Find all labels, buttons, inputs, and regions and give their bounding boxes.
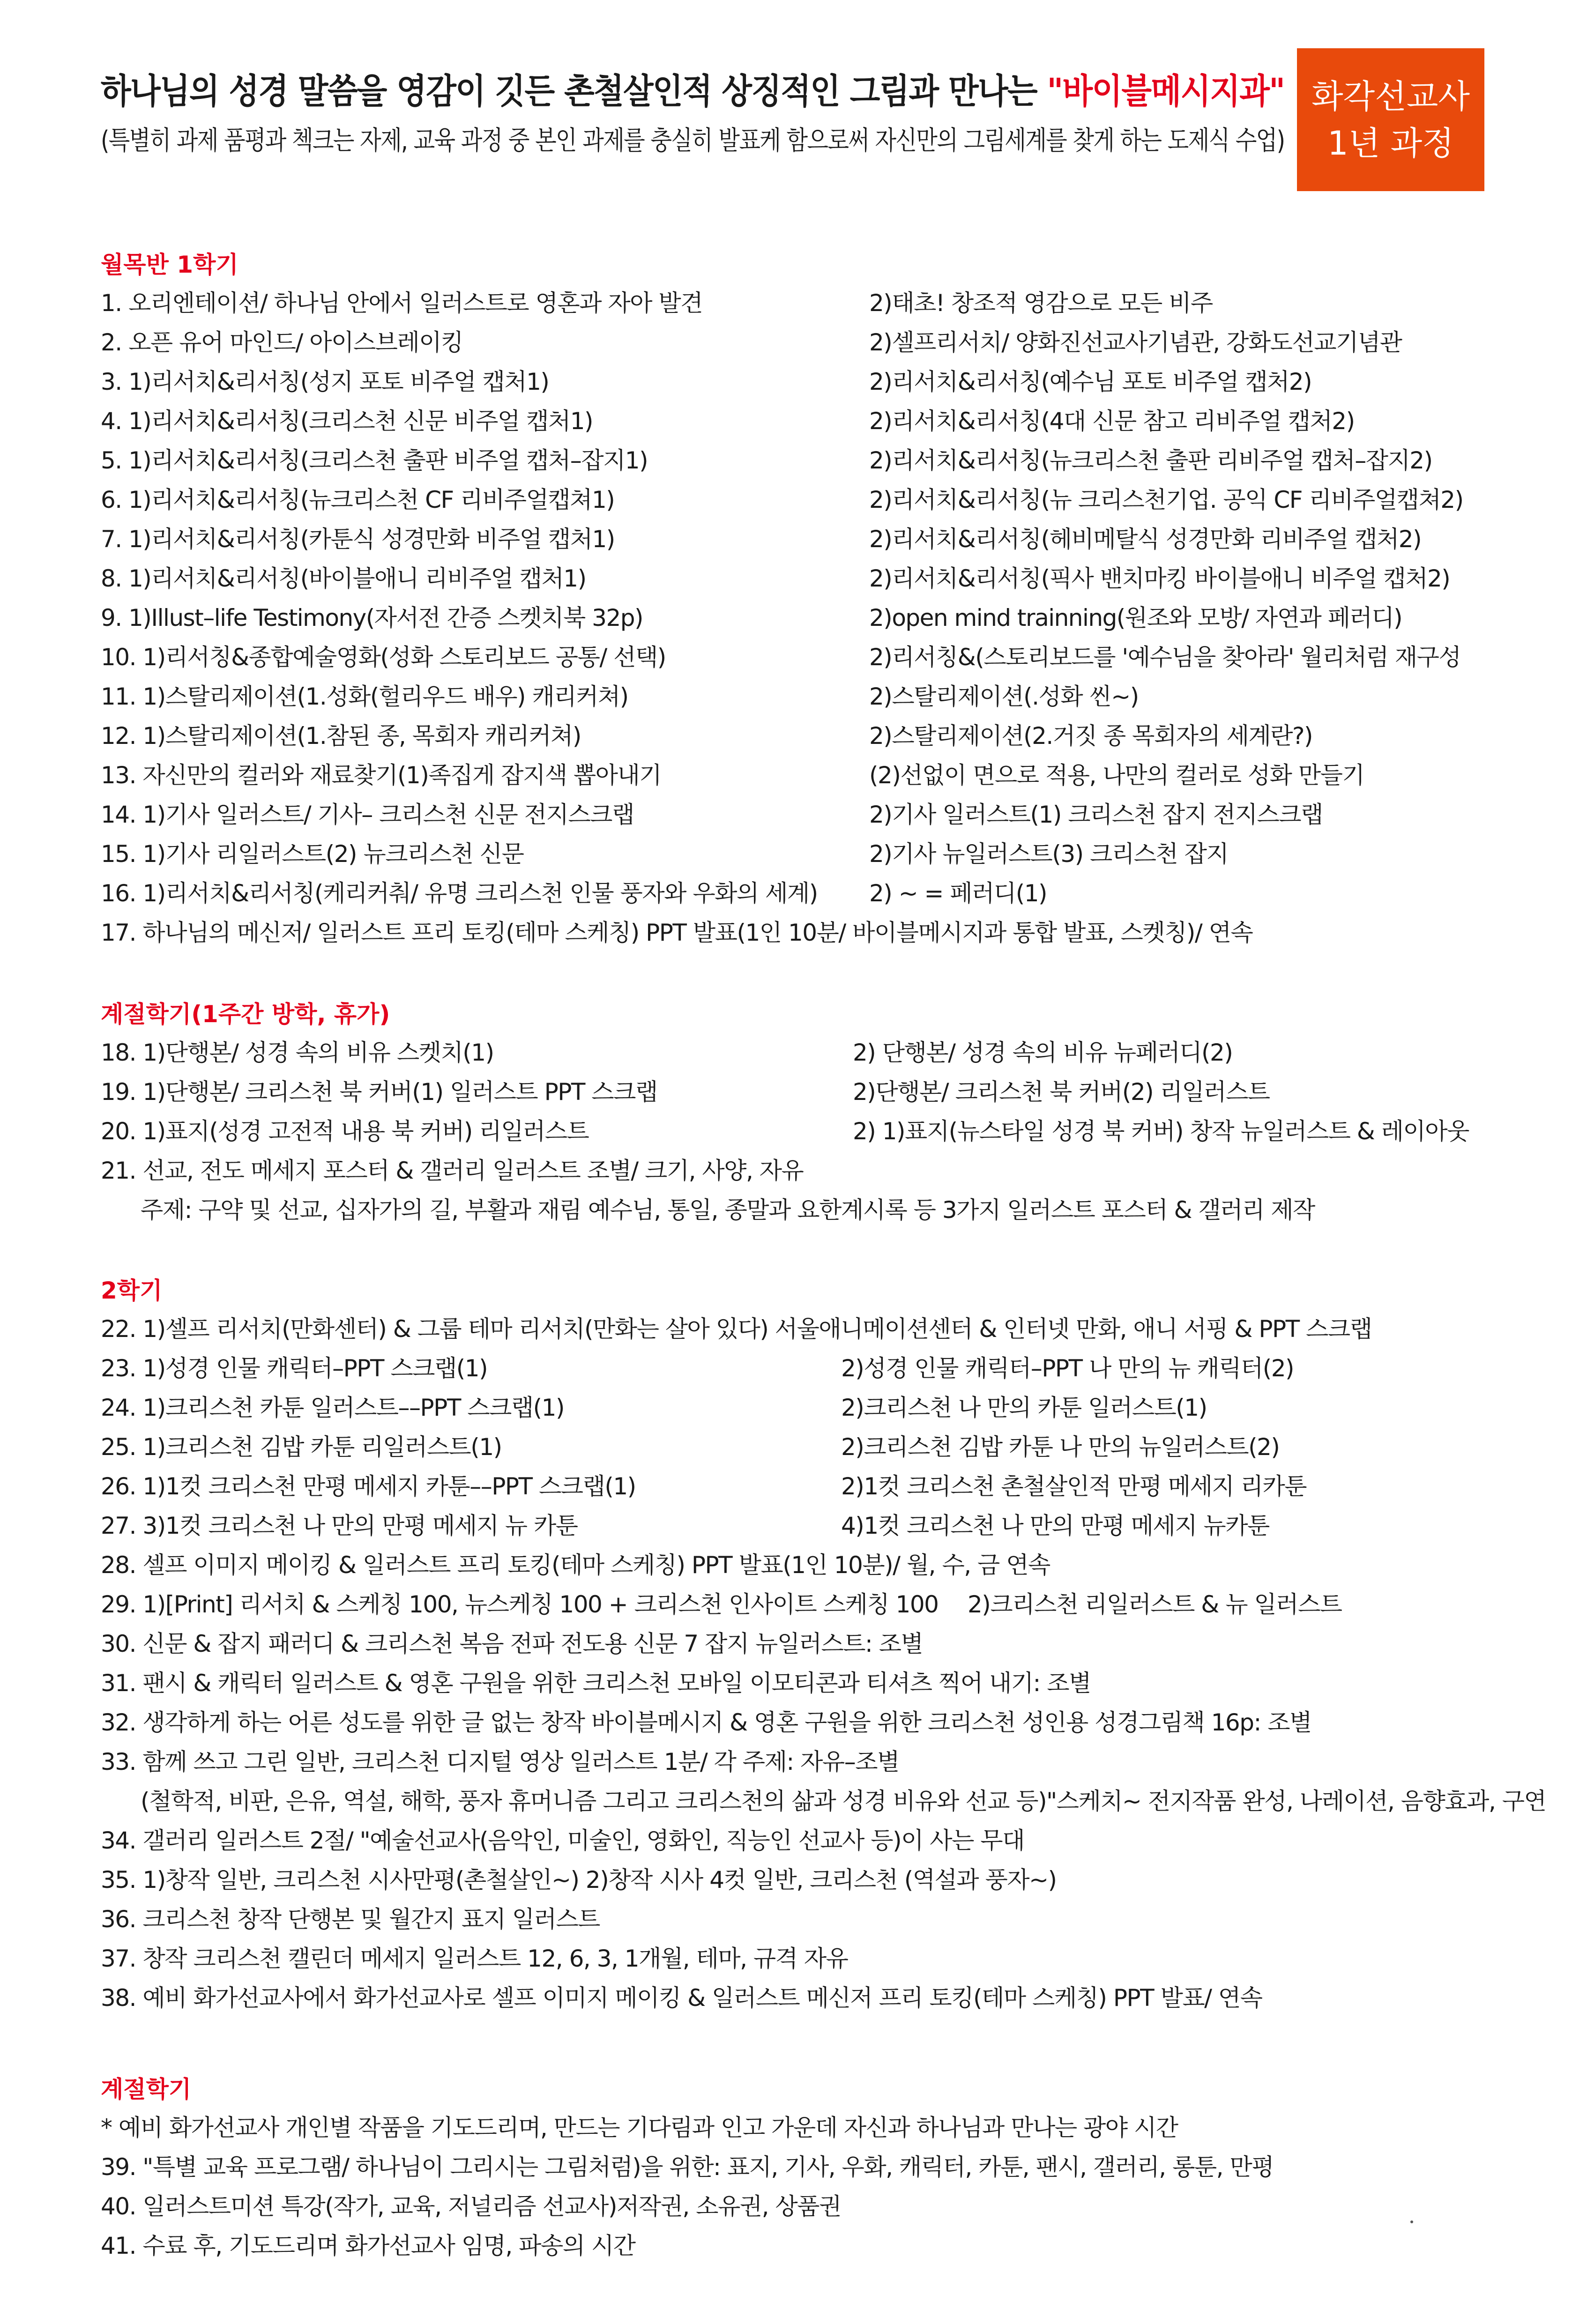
item-text: 11. 1)스탈리제이션(1.성화(헐리우드 배우) 캐리커쳐) bbox=[101, 683, 628, 710]
item-text: 31. 팬시 & 캐릭터 일러스트 & 영혼 구원을 위한 크리스천 모바일 이모티콘과 티셔츠 찍어 내기: 조별 bbox=[101, 1670, 1091, 1697]
item-text-secondary: 2)스탈리제이션(2.거짓 종 목회자의 세계란?) bbox=[869, 722, 1313, 750]
list-item bbox=[101, 795, 1506, 834]
list-item bbox=[101, 441, 1506, 480]
item-text: 17. 하나님의 메신저/ 일러스트 프리 토킹(테마 스케칭) PPT 발표(1인 10분/ 바이블메시지과 통합 발표, 스켓칭)/ 연속 bbox=[101, 919, 1253, 946]
item-text-secondary: 2)셀프리서치/ 양화진선교사기념관, 강화도선교기념관 bbox=[869, 329, 1402, 356]
item-text: 28. 셀프 이미지 메이킹 & 일러스트 프리 토킹(테마 스케칭) PPT 발표(1인 10분)/ 월, 수, 금 연속 bbox=[101, 1552, 1050, 1579]
item-text: 3. 1)리서치&리서칭(성지 포토 비주얼 캡처1) bbox=[101, 368, 549, 395]
item-text-secondary: 2) ~ = 페러디(1) bbox=[869, 880, 1047, 907]
item-text-secondary: 2)성경 인물 캐릭터–PPT 나 만의 뉴 캐릭터(2) bbox=[841, 1355, 1294, 1382]
item-text: 22. 1)셀프 리서치(만화센터) & 그룹 테마 리서치(만화는 살아 있다) 서울애니메이션센터 & 인터넷 만화, 애니 서핑 & PPT 스크랩 bbox=[101, 1315, 1372, 1343]
list-item bbox=[101, 1703, 1506, 1742]
page-title bbox=[101, 66, 1285, 117]
list-item bbox=[101, 1033, 1506, 1072]
item-text: 1. 오리엔테이션/ 하나님 안에서 일러스트로 영혼과 자아 발견 bbox=[101, 290, 703, 317]
list-item bbox=[101, 1190, 1506, 1230]
list-item bbox=[101, 1900, 1506, 1939]
list-item bbox=[101, 1072, 1506, 1112]
section-heading: 계절학기(1주간 방학, 휴가) bbox=[101, 1001, 390, 1028]
item-text-secondary: 2)기사 일러스트(1) 크리스천 잡지 전지스크랩 bbox=[869, 801, 1323, 828]
list-item bbox=[101, 716, 1506, 756]
list-item bbox=[101, 559, 1506, 598]
item-text-secondary: 2)크리스천 나 만의 카툰 일러스트(1) bbox=[841, 1394, 1207, 1421]
list-item bbox=[101, 2226, 1506, 2265]
list-item bbox=[101, 834, 1506, 874]
item-text: 19. 1)단행본/ 크리스천 북 커버(1) 일러스트 PPT 스크랩 bbox=[101, 1078, 657, 1106]
item-text-secondary: 2)리서칭&(스토리보드를 '예수님을 찾아라' 월리처럼 재구성 bbox=[869, 644, 1461, 671]
badge-line-1: 화각선교사 bbox=[1311, 77, 1470, 116]
list-item bbox=[101, 401, 1506, 441]
item-text-secondary: 2) 1)표지(뉴스타일 성경 북 커버) 창작 뉴일러스트 & 레이아웃 bbox=[853, 1118, 1469, 1145]
page-header bbox=[101, 66, 1285, 162]
item-text: 7. 1)리서치&리서칭(카툰식 성경만화 비주얼 캡처1) bbox=[101, 526, 615, 553]
item-text-secondary: 2)단행본/ 크리스천 북 커버(2) 리일러스트 bbox=[853, 1078, 1270, 1106]
page-subtitle: (특별히 과제 품평과 첵크는 자제, 교육 과정 중 본인 과제를 충실히 발표케 함으로써 자신만의 그림세계를 찾게 하는 도제식 수업) bbox=[101, 126, 1285, 156]
list-item bbox=[101, 2147, 1506, 2187]
item-text: 20. 1)표지(성경 고전적 내용 북 커버) 리일러스트 bbox=[101, 1118, 589, 1145]
item-text-secondary: 2)크리스천 리일러스트 & 뉴 일러스트 bbox=[968, 1591, 1342, 1618]
item-text: 27. 3)1컷 크리스천 나 만의 만평 메세지 뉴 카툰 bbox=[101, 1512, 578, 1539]
item-text: 41. 수료 후, 기도드리며 화가선교사 임명, 파송의 시간 bbox=[101, 2232, 635, 2259]
item-text: 23. 1)성경 인물 캐릭터–PPT 스크랩(1) bbox=[101, 1355, 488, 1382]
list-item bbox=[101, 677, 1506, 716]
list-item bbox=[101, 2108, 1506, 2147]
item-text: 24. 1)크리스천 카툰 일러스트––PPT 스크랩(1) bbox=[101, 1394, 564, 1421]
item-text-secondary: 2)리서치&리서칭(픽사 밴치마킹 바이블애니 비주얼 캡처2) bbox=[869, 565, 1450, 592]
list-item bbox=[101, 1585, 1506, 1624]
list-item bbox=[101, 1112, 1506, 1151]
list-item bbox=[101, 1309, 1506, 1349]
title-highlight: "바이블메시지과" bbox=[1047, 71, 1285, 111]
item-text: 40. 일러스트미션 특강(작가, 교육, 저널리즘 선교사)저작권, 소유권, 상품권 bbox=[101, 2193, 841, 2220]
item-text: 33. 함께 쓰고 그린 일반, 크리스천 디지털 영상 일러스트 1분/ 각 주제: 자유–조별 bbox=[101, 1748, 899, 1775]
item-text-secondary: 2)open mind trainning(원조와 모방/ 자연과 페러디) bbox=[869, 604, 1402, 631]
list-item bbox=[101, 1349, 1506, 1388]
item-text: 14. 1)기사 일러스트/ 기사– 크리스천 신문 전지스크랩 bbox=[101, 801, 634, 828]
item-text-secondary: 2)리서치&리서칭(뉴 크리스천기업. 공익 CF 리비주얼캡쳐2) bbox=[869, 486, 1463, 513]
list-item bbox=[101, 638, 1506, 677]
list-item bbox=[101, 874, 1506, 913]
section-heading: 월목반 1학기 bbox=[101, 251, 238, 278]
section-semester-2 bbox=[101, 1272, 1546, 2018]
item-text: 36. 크리스천 창작 단행본 및 월간지 표지 일러스트 bbox=[101, 1906, 600, 1933]
section-semester-1 bbox=[101, 246, 1506, 952]
item-text-secondary: 2)리서치&리서칭(헤비메탈식 성경만화 리비주얼 캡처2) bbox=[869, 526, 1422, 553]
list-item bbox=[101, 913, 1506, 952]
item-text: 15. 1)기사 리일러스트(2) 뉴크리스천 신문 bbox=[101, 840, 524, 868]
list-item bbox=[101, 1427, 1506, 1467]
item-text: 12. 1)스탈리제이션(1.참된 종, 목회자 캐리커쳐) bbox=[101, 722, 581, 750]
decorative-dot bbox=[1410, 2220, 1413, 2223]
list-item bbox=[101, 480, 1506, 520]
item-text: 38. 예비 화가선교사에서 화가선교사로 셀프 이미지 메이킹 & 일러스트 메신저 프리 토킹(테마 스케칭) PPT 발표/ 연속 bbox=[101, 1984, 1262, 2012]
item-text: 34. 갤러리 일러스트 2절/ "예술선교사(음악인, 미술인, 영화인, 직능인 선교사 등)이 사는 무대 bbox=[101, 1827, 1024, 1854]
item-text: 21. 선교, 전도 메세지 포스터 & 갤러리 일러스트 조별/ 크기, 사양, 자유 bbox=[101, 1157, 804, 1184]
item-text: 16. 1)리서치&리서칭(케리커춰/ 유명 크리스천 인물 풍자와 우화의 세계) bbox=[101, 880, 818, 907]
item-text: 39. "특별 교육 프로그램/ 하나님이 그리시는 그림처럼)을 위한: 표지, 기사, 우화, 캐릭터, 카툰, 팬시, 갤러리, 롱툰, 만평 bbox=[101, 2153, 1274, 2181]
course-badge bbox=[1297, 48, 1484, 191]
item-text-secondary: 2)태초! 창조적 영감으로 모든 비주 bbox=[869, 290, 1213, 317]
list-item bbox=[101, 1151, 1506, 1190]
list-item bbox=[101, 1663, 1506, 1703]
list-item bbox=[101, 1624, 1506, 1663]
list-item bbox=[101, 1782, 1546, 1821]
item-text: 13. 자신만의 컬러와 재료찾기(1)족집게 잡지색 뽑아내기 bbox=[101, 762, 662, 789]
item-text: 8. 1)리서치&리서칭(바이블애니 리비주얼 캡처1) bbox=[101, 565, 586, 592]
list-item bbox=[101, 1978, 1506, 2018]
item-text-secondary: 2) 단행본/ 성경 속의 비유 뉴페러디(2) bbox=[853, 1039, 1233, 1066]
list-item bbox=[101, 1467, 1506, 1506]
section-heading: 계절학기 bbox=[101, 2076, 192, 2103]
title-main: 하나님의 성경 말씀을 영감이 깃든 촌철살인적 상징적인 그림과 만나는 bbox=[101, 71, 1047, 111]
item-text: 4. 1)리서치&리서칭(크리스천 신문 비주얼 캡처1) bbox=[101, 408, 593, 435]
list-item bbox=[101, 323, 1506, 362]
item-text-secondary: 2)크리스천 김밥 카툰 나 만의 뉴일러스트(2) bbox=[841, 1433, 1280, 1461]
list-item bbox=[101, 1860, 1506, 1900]
section-heading: 2학기 bbox=[101, 1277, 163, 1304]
item-text: 5. 1)리서치&리서칭(크리스천 출판 비주얼 캡처–잡지1) bbox=[101, 447, 648, 474]
list-item bbox=[101, 1506, 1506, 1545]
item-text: 26. 1)1컷 크리스천 만평 메세지 카툰––PPT 스크랩(1) bbox=[101, 1473, 636, 1500]
item-text: 주제: 구약 및 선교, 십자가의 길, 부활과 재림 예수님, 통일, 종말과 요한계시록 등 3가지 일러스트 포스터 & 갤러리 제작 bbox=[141, 1196, 1315, 1224]
list-item bbox=[101, 1742, 1506, 1782]
item-text-secondary: 2)리서치&리서칭(4대 신문 참고 리비주얼 캡처2) bbox=[869, 408, 1355, 435]
list-item bbox=[101, 598, 1506, 638]
item-text-secondary: 2)기사 뉴일러스트(3) 크리스천 잡지 bbox=[869, 840, 1229, 868]
item-text: 35. 1)창작 일반, 크리스천 시사만평(촌철살인~) 2)창작 시사 4컷 일반, 크리스천 (역설과 풍자~) bbox=[101, 1866, 1057, 1893]
item-text-secondary: (2)선없이 면으로 적용, 나만의 컬러로 성화 만들기 bbox=[869, 762, 1364, 789]
list-item bbox=[101, 283, 1506, 323]
item-text: 2. 오픈 유어 마인드/ 아이스브레이킹 bbox=[101, 329, 463, 356]
list-item bbox=[101, 1821, 1506, 1860]
list-item bbox=[101, 1939, 1506, 1978]
item-text: 10. 1)리서칭&종합예술영화(성화 스토리보드 공통/ 선택) bbox=[101, 644, 666, 671]
item-text: (철학적, 비판, 은유, 역설, 해학, 풍자 휴머니즘 그리고 크리스천의 삶과 성경 비유와 선교 등)"스케치~ 전지작품 완성, 나레이션, 음향효과, 구연 bbox=[141, 1788, 1546, 1815]
item-text: * 예비 화가선교사 개인별 작품을 기도드리며, 만드는 기다림과 인고 가운데 자신과 하나님과 만나는 광야 시간 bbox=[101, 2114, 1178, 2141]
section-seasonal-1 bbox=[101, 995, 1506, 1230]
item-text-secondary: 2)리서치&리서칭(예수님 포토 비주얼 캡처2) bbox=[869, 368, 1312, 395]
item-text: 32. 생각하게 하는 어른 성도를 위한 글 없는 창작 바이블메시지 & 영혼 구원을 위한 크리스천 성인용 성경그림책 16p: 조별 bbox=[101, 1709, 1311, 1736]
section-seasonal-2 bbox=[101, 2071, 1506, 2265]
list-item bbox=[101, 520, 1506, 559]
item-text: 9. 1)Illust–life Testimony(자서전 간증 스켓치북 32p) bbox=[101, 604, 643, 631]
item-text: 18. 1)단행본/ 성경 속의 비유 스켓치(1) bbox=[101, 1039, 494, 1066]
list-item bbox=[101, 1388, 1506, 1427]
item-text: 25. 1)크리스천 김밥 카툰 리일러스트(1) bbox=[101, 1433, 502, 1461]
list-item bbox=[101, 1545, 1506, 1585]
item-text: 6. 1)리서치&리서칭(뉴크리스천 CF 리비주얼캡쳐1) bbox=[101, 486, 615, 513]
list-item bbox=[101, 756, 1506, 795]
item-text: 29. 1)[Print] 리서치 & 스케칭 100, 뉴스케칭 100 + 크리스천 인사이트 스케칭 100 bbox=[101, 1591, 939, 1618]
item-text-secondary: 2)스탈리제이션(.성화 씬~) bbox=[869, 683, 1139, 710]
item-text-secondary: 2)1컷 크리스천 촌철살인적 만평 메세지 리카툰 bbox=[841, 1473, 1306, 1500]
item-text-secondary: 4)1컷 크리스천 나 만의 만평 메세지 뉴카툰 bbox=[841, 1512, 1269, 1539]
badge-line-2: 1년 과정 bbox=[1327, 124, 1454, 163]
item-text: 30. 신문 & 잡지 패러디 & 크리스천 복음 전파 전도용 신문 7 잡지 뉴일러스트: 조별 bbox=[101, 1630, 923, 1657]
list-item bbox=[101, 2187, 1506, 2226]
list-item bbox=[101, 362, 1506, 401]
item-text-secondary: 2)리서치&리서칭(뉴크리스천 출판 리비주얼 캡처–잡지2) bbox=[869, 447, 1432, 474]
item-text: 37. 창작 크리스천 캘린더 메세지 일러스트 12, 6, 3, 1개월, 테마, 규격 자유 bbox=[101, 1945, 848, 1972]
